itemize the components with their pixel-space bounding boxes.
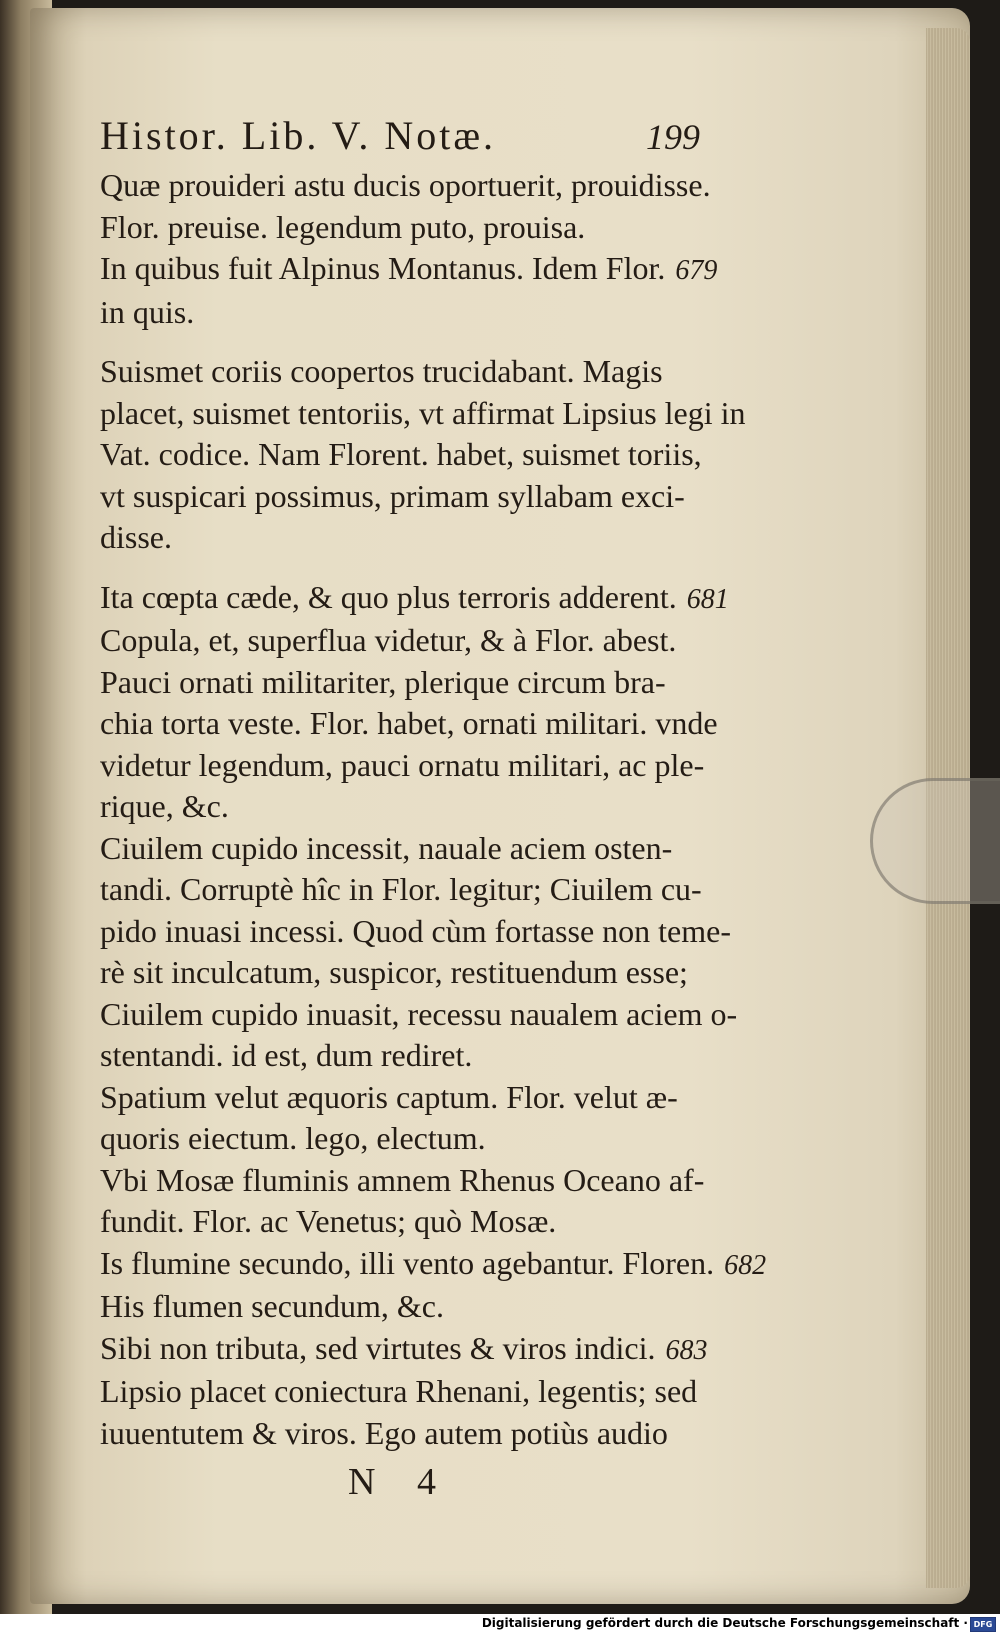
text-line: stentandi. id est, dum rediret. bbox=[100, 1037, 473, 1073]
text-line: Sibi non tributa, sed virtutes & viros indici. 683 bbox=[100, 1328, 700, 1372]
text-line: Lipsio placet coniectura Rhenani, legentis; sed bbox=[100, 1373, 698, 1409]
text-line: His flumen secundum, &c. bbox=[100, 1288, 444, 1324]
signature-mark: N 4 bbox=[348, 1461, 452, 1503]
text-line: fundit. Flor. ac Venetus; quò Mosæ. bbox=[100, 1203, 557, 1239]
line-reference-number: 683 bbox=[665, 1334, 708, 1366]
text-line: Vat. codice. Nam Florent. habet, suismet toriis, bbox=[100, 436, 702, 472]
text-line: videtur legendum, pauci ornatu militari, ac ple- bbox=[100, 746, 705, 783]
line-reference-number: 682 bbox=[724, 1249, 767, 1281]
digitization-footer bbox=[0, 1614, 1000, 1633]
text-line: Suismet coriis coopertos trucidabant. Magis bbox=[100, 353, 663, 389]
text-line: rè sit inculcatum, suspicor, restituendum esse; bbox=[100, 954, 688, 990]
text-line: pido inuasi incessi. Quod cùm fortasse non teme- bbox=[100, 912, 731, 949]
text-line: Ita cœpta cæde, & quo plus terroris adderent. 681 bbox=[100, 577, 700, 621]
text-line: Copula, et, superflua videtur, & à Flor. abest. bbox=[100, 622, 677, 658]
dfg-logo-icon: DFG bbox=[970, 1617, 996, 1632]
running-head-title: Histor. Lib. V. Notæ. bbox=[100, 113, 497, 158]
text-line: Ciuilem cupido inuasit, recessu naualem aciem o- bbox=[100, 995, 738, 1032]
page-clip bbox=[870, 778, 1000, 904]
line-reference-number: 681 bbox=[686, 583, 729, 615]
text-line: Vbi Mosæ fluminis amnem Rhenus Oceano af- bbox=[100, 1161, 705, 1198]
text-line: placet, suismet tentoriis, vt affirmat Lipsius legi in bbox=[100, 394, 746, 431]
text-line: in quis. bbox=[100, 293, 195, 330]
running-head bbox=[100, 112, 700, 159]
text-line: Pauci ornati militariter, plerique circum bra- bbox=[100, 663, 666, 700]
text-line: tandi. Corruptè hîc in Flor. legitur; Ciuilem cu- bbox=[100, 871, 702, 907]
text-line: quoris eiectum. lego, electum. bbox=[100, 1120, 486, 1156]
line-reference-number: 679 bbox=[675, 255, 718, 286]
text-line: Quæ prouideri astu ducis oportuerit, prouidisse. bbox=[100, 167, 711, 203]
text-line: Is flumine secundo, illi vento agebantur. Floren. 682 bbox=[100, 1243, 700, 1287]
text-line: Ciuilem cupido incessit, nauale aciem osten- bbox=[100, 829, 673, 866]
text-line: In quibus fuit Alpinus Montanus. Idem Flor. 679 bbox=[100, 248, 700, 292]
text-block bbox=[100, 112, 767, 1504]
text-line: disse. bbox=[100, 519, 172, 555]
text-line: Flor. preuise. legendum puto, prouisa. bbox=[100, 208, 586, 245]
page-number: 199 bbox=[646, 117, 700, 157]
footer-credit: Digitalisierung gefördert durch die Deutsche Forschungsgemeinschaft · bbox=[481, 1616, 968, 1630]
text-line: iuuentutem & viros. Ego autem potiùs audio bbox=[100, 1414, 668, 1451]
text-line: Spatium velut æquoris captum. Flor. velut æ- bbox=[100, 1078, 678, 1115]
text-line: vt suspicari possimus, primam syllabam exci- bbox=[100, 477, 685, 514]
text-line: rique, &c. bbox=[100, 788, 229, 824]
text-line: chia torta veste. Flor. habet, ornati militari. vnde bbox=[100, 705, 718, 741]
